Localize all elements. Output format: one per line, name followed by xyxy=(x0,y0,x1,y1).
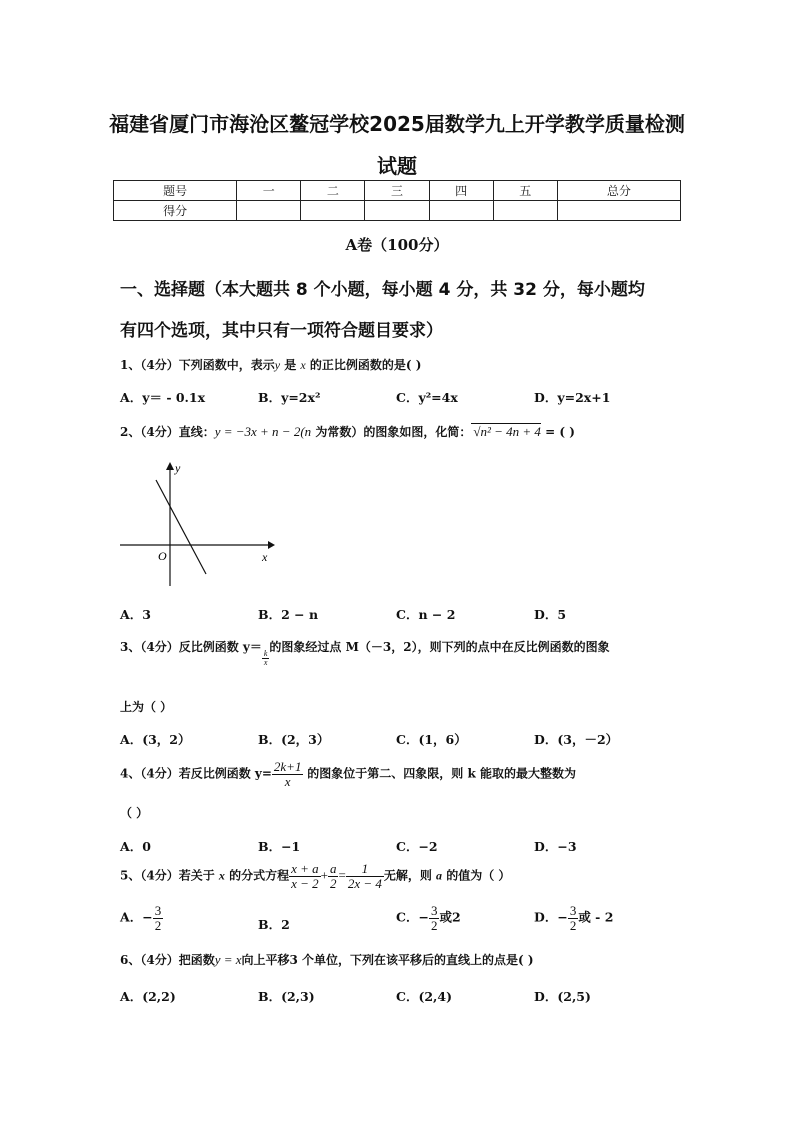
score-cell[interactable] xyxy=(365,201,429,221)
score-header-cell: 二 xyxy=(301,181,365,201)
q6-stem-a: 6、（4分）把函数 xyxy=(120,953,215,967)
q6-stem-b: 向上平移3 个单位，下列在该平移后的直线上的点是( ) xyxy=(241,953,534,967)
q5-f3-den: 2x − 4 xyxy=(347,875,382,891)
q1-option-b[interactable]: B．y=2x² xyxy=(258,390,321,405)
question-3-stem xyxy=(120,638,610,667)
score-table-score-row xyxy=(114,201,681,221)
q5-option-b[interactable]: B．2 xyxy=(258,917,290,932)
q5-equals: = xyxy=(338,867,346,883)
q5-option-d[interactable] xyxy=(534,904,613,932)
score-header-cell: 五 xyxy=(493,181,557,201)
q3-option-c[interactable]: C．(1，6） xyxy=(396,732,467,747)
q2-stem-c: = ( ) xyxy=(540,425,575,439)
q5-fraction-3 xyxy=(346,862,384,890)
q5-f1-den: x − 2 xyxy=(291,875,319,891)
score-table xyxy=(113,180,681,221)
q2-radical: √n² − 4n + 4 xyxy=(473,424,541,439)
q5-option-c[interactable] xyxy=(396,904,461,932)
q5-optC-num: 3 xyxy=(430,903,438,918)
q6-option-c[interactable]: C．(2,4) xyxy=(396,989,453,1004)
q4-option-d[interactable]: D．−3 xyxy=(534,839,577,854)
q2-stem-b: 为常数）的图象如图，化简： xyxy=(311,425,472,439)
q5-f2-den: 2 xyxy=(329,875,337,891)
q5-var-a: a xyxy=(436,868,443,883)
question-3-stem-line2 xyxy=(120,698,172,715)
q5-optC-suffix: 或2 xyxy=(439,909,461,925)
page-title-line2: 试题 xyxy=(377,154,417,178)
q1-stem-b: 是 xyxy=(280,358,301,372)
q5-optD-den: 2 xyxy=(569,917,577,933)
q2-option-b[interactable]: B．2 − n xyxy=(258,607,319,622)
score-cell[interactable] xyxy=(557,201,680,221)
score-cell[interactable] xyxy=(237,201,301,221)
section-heading-line2: 有四个选项，其中只有一项符合题目要求） xyxy=(120,321,443,341)
q3-option-d[interactable]: D．(3，－2） xyxy=(534,732,619,747)
q4-option-b[interactable]: B．−1 xyxy=(258,839,301,854)
q6-option-d[interactable]: D．(2,5) xyxy=(534,989,591,1004)
x-axis-label: x xyxy=(262,550,268,564)
q2-stem-a: 2、（4分）直线： xyxy=(120,425,215,439)
q3-stem-c: 上为（ ） xyxy=(120,700,173,714)
question-1-stem xyxy=(120,356,421,373)
score-header-cell: 一 xyxy=(237,181,301,201)
q5-optD-num: 3 xyxy=(569,903,577,918)
q2-graph xyxy=(118,458,278,590)
q5-option-a[interactable] xyxy=(120,904,163,932)
score-cell[interactable] xyxy=(301,201,365,221)
q3-stem-b: 的图象经过点 M（－3，2），则下列的点中在反比例函数的图象 xyxy=(269,640,610,654)
q4-stem-c: （ ） xyxy=(120,806,149,820)
q5-optA-prefix: A．− xyxy=(120,909,153,925)
q5-var-x: x xyxy=(218,868,225,883)
score-header-cell: 总分 xyxy=(557,181,680,201)
q4-fraction xyxy=(272,760,304,788)
q5-optA-den: 2 xyxy=(154,917,162,933)
q5-f2-num: a xyxy=(329,861,337,876)
q5-stem-b: 的分式方程 xyxy=(224,868,290,883)
q3-frac-num: k xyxy=(263,648,268,658)
q4-option-a[interactable]: A．0 xyxy=(120,839,151,854)
q3-frac-den: x xyxy=(263,658,268,667)
q5-stem-a: 5、（4分）若关于 xyxy=(120,868,219,883)
q5-optA-num: 3 xyxy=(154,903,162,918)
section-heading: 一、选择题（本大题共 8 个小题，每小题 4 分，共 32 分，每小题均 xyxy=(120,280,645,300)
q4-option-c[interactable]: C．−2 xyxy=(396,839,438,854)
score-header-cell: 四 xyxy=(429,181,493,201)
q2-option-a[interactable]: A．3 xyxy=(120,607,151,622)
q5-f3-num: 1 xyxy=(346,862,384,877)
q1-option-d[interactable]: D．y=2x+1 xyxy=(534,390,611,405)
q5-stem-c: 无解，则 xyxy=(383,868,437,883)
score-row-label: 得分 xyxy=(114,201,237,221)
question-6-stem xyxy=(120,951,534,968)
q2-option-d[interactable]: D．5 xyxy=(534,607,567,622)
q1-option-a[interactable]: A．y＝ - 0.1x xyxy=(120,390,206,405)
score-table-header-row xyxy=(114,181,681,201)
q1-option-c[interactable]: C．y²=4x xyxy=(396,390,458,405)
origin-label: O xyxy=(158,549,167,563)
q4-stem-b: 的图象位于第二、四象限，则 k 能取的最大整数为 xyxy=(307,766,576,781)
q5-optC-den: 2 xyxy=(430,917,438,933)
q5-optD-prefix: D．− xyxy=(534,909,568,925)
score-cell[interactable] xyxy=(429,201,493,221)
q5-optC-fraction xyxy=(429,904,440,932)
q4-frac-num: 2k+1 xyxy=(273,759,302,774)
q1-var-y: y xyxy=(274,358,281,372)
question-2-stem xyxy=(120,423,575,440)
q5-optD-suffix: 或 - 2 xyxy=(578,909,614,925)
q4-stem-a: 4、（4分）若反比例函数 y= xyxy=(120,766,272,781)
question-4-stem xyxy=(120,760,576,788)
q5-optA-fraction xyxy=(153,904,164,932)
q2-option-c[interactable]: C．n − 2 xyxy=(396,607,456,622)
q1-stem-c: 的正比例函数的是( ) xyxy=(305,358,422,372)
question-4-stem-line2 xyxy=(120,804,148,821)
q2-formula: y = −3x + n − 2(n xyxy=(214,424,312,439)
y-axis-label: y xyxy=(175,461,181,475)
y-axis-arrow-icon xyxy=(166,462,174,470)
q5-f1-num: x + a xyxy=(291,861,319,876)
q3-option-a[interactable]: A．(3，2） xyxy=(120,732,191,747)
score-header-cell: 题号 xyxy=(114,181,237,201)
q5-fraction-1 xyxy=(289,862,321,890)
q4-frac-den: x xyxy=(284,773,291,789)
q6-formula: y = x xyxy=(214,952,242,967)
x-axis-arrow-icon xyxy=(268,541,275,549)
q6-option-b[interactable]: B．(2,3) xyxy=(258,989,315,1004)
q6-option-a[interactable]: A．(2,2) xyxy=(120,989,176,1004)
q1-var-x: x xyxy=(300,358,306,372)
q5-stem-d: 的值为（ ） xyxy=(442,868,511,883)
q5-plus: + xyxy=(320,867,328,883)
q5-optC-prefix: C．− xyxy=(396,909,429,925)
volume-heading: A卷（100分） xyxy=(345,236,449,254)
question-5-stem xyxy=(120,862,510,890)
q3-option-b[interactable]: B．(2，3） xyxy=(258,732,330,747)
q3-stem-a: 3、（4分）反比例函数 y＝ xyxy=(120,640,262,654)
q5-fraction-2 xyxy=(328,862,339,890)
score-header-cell: 三 xyxy=(365,181,429,201)
q5-optD-fraction xyxy=(568,904,579,932)
page-title: 福建省厦门市海沧区鳌冠学校2025届数学九上开学教学质量检测 xyxy=(109,112,685,136)
score-cell[interactable] xyxy=(493,201,557,221)
q1-stem-a: 1、（4分）下列函数中，表示 xyxy=(120,358,275,372)
